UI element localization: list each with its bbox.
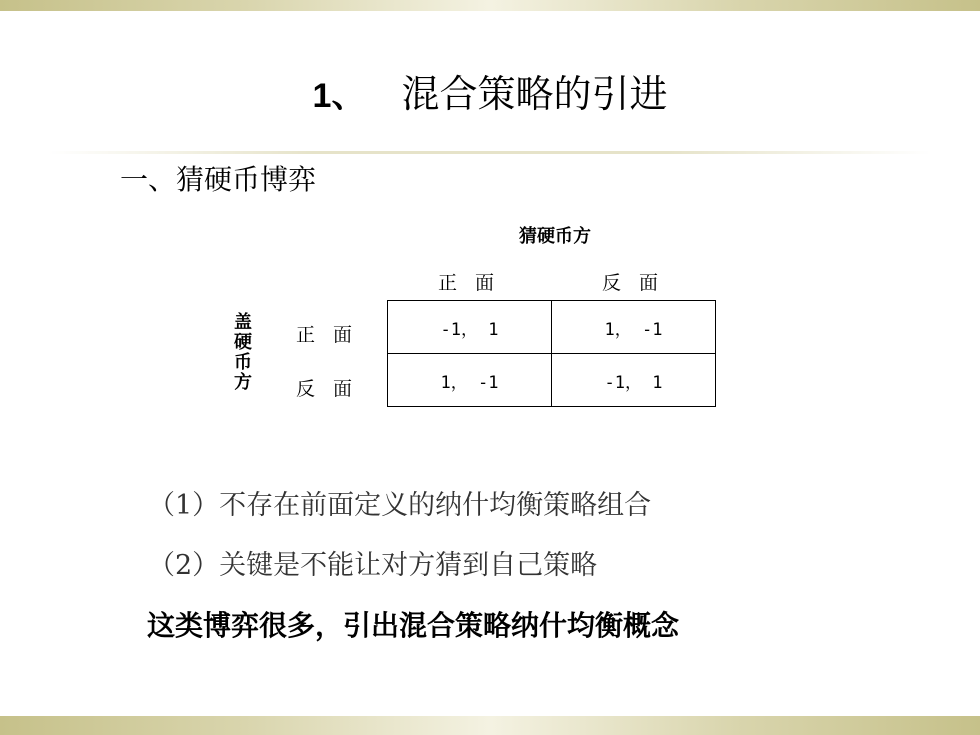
note-point-2: （2）关键是不能让对方猜到自己策略 [148,550,598,581]
title-number: 1、 [312,77,366,115]
payoff-row [388,354,716,407]
column-strategy-tails: 反 面 [601,272,665,294]
row-strategy-tails: 反 面 [296,378,359,400]
bottom-decorative-band [0,716,980,735]
note-point-1: （1）不存在前面定义的纳什均衡策略组合 [148,490,652,521]
payoff-matrix [387,300,716,407]
section-subtitle: 一、猜硬币博弈 [120,163,317,196]
top-decorative-band [0,0,980,11]
payoff-row [388,301,716,354]
row-player-label: 盖硬币方 [231,312,252,392]
column-player-label: 猜硬币方 [519,226,591,247]
column-strategy-heads: 正 面 [437,272,501,294]
row-strategy-heads: 正 面 [296,324,359,346]
payoff-cell: 1， -1 [552,301,716,354]
payoff-cell: -1， 1 [388,301,552,354]
title-divider [48,151,932,154]
payoff-cell: -1， 1 [552,354,716,407]
conclusion-text: 这类博弈很多，引出混合策略纳什均衡概念 [147,609,680,642]
slide-title [0,64,980,126]
payoff-cell: 1， -1 [388,354,552,407]
title-text: 混合策略的引进 [401,72,668,116]
